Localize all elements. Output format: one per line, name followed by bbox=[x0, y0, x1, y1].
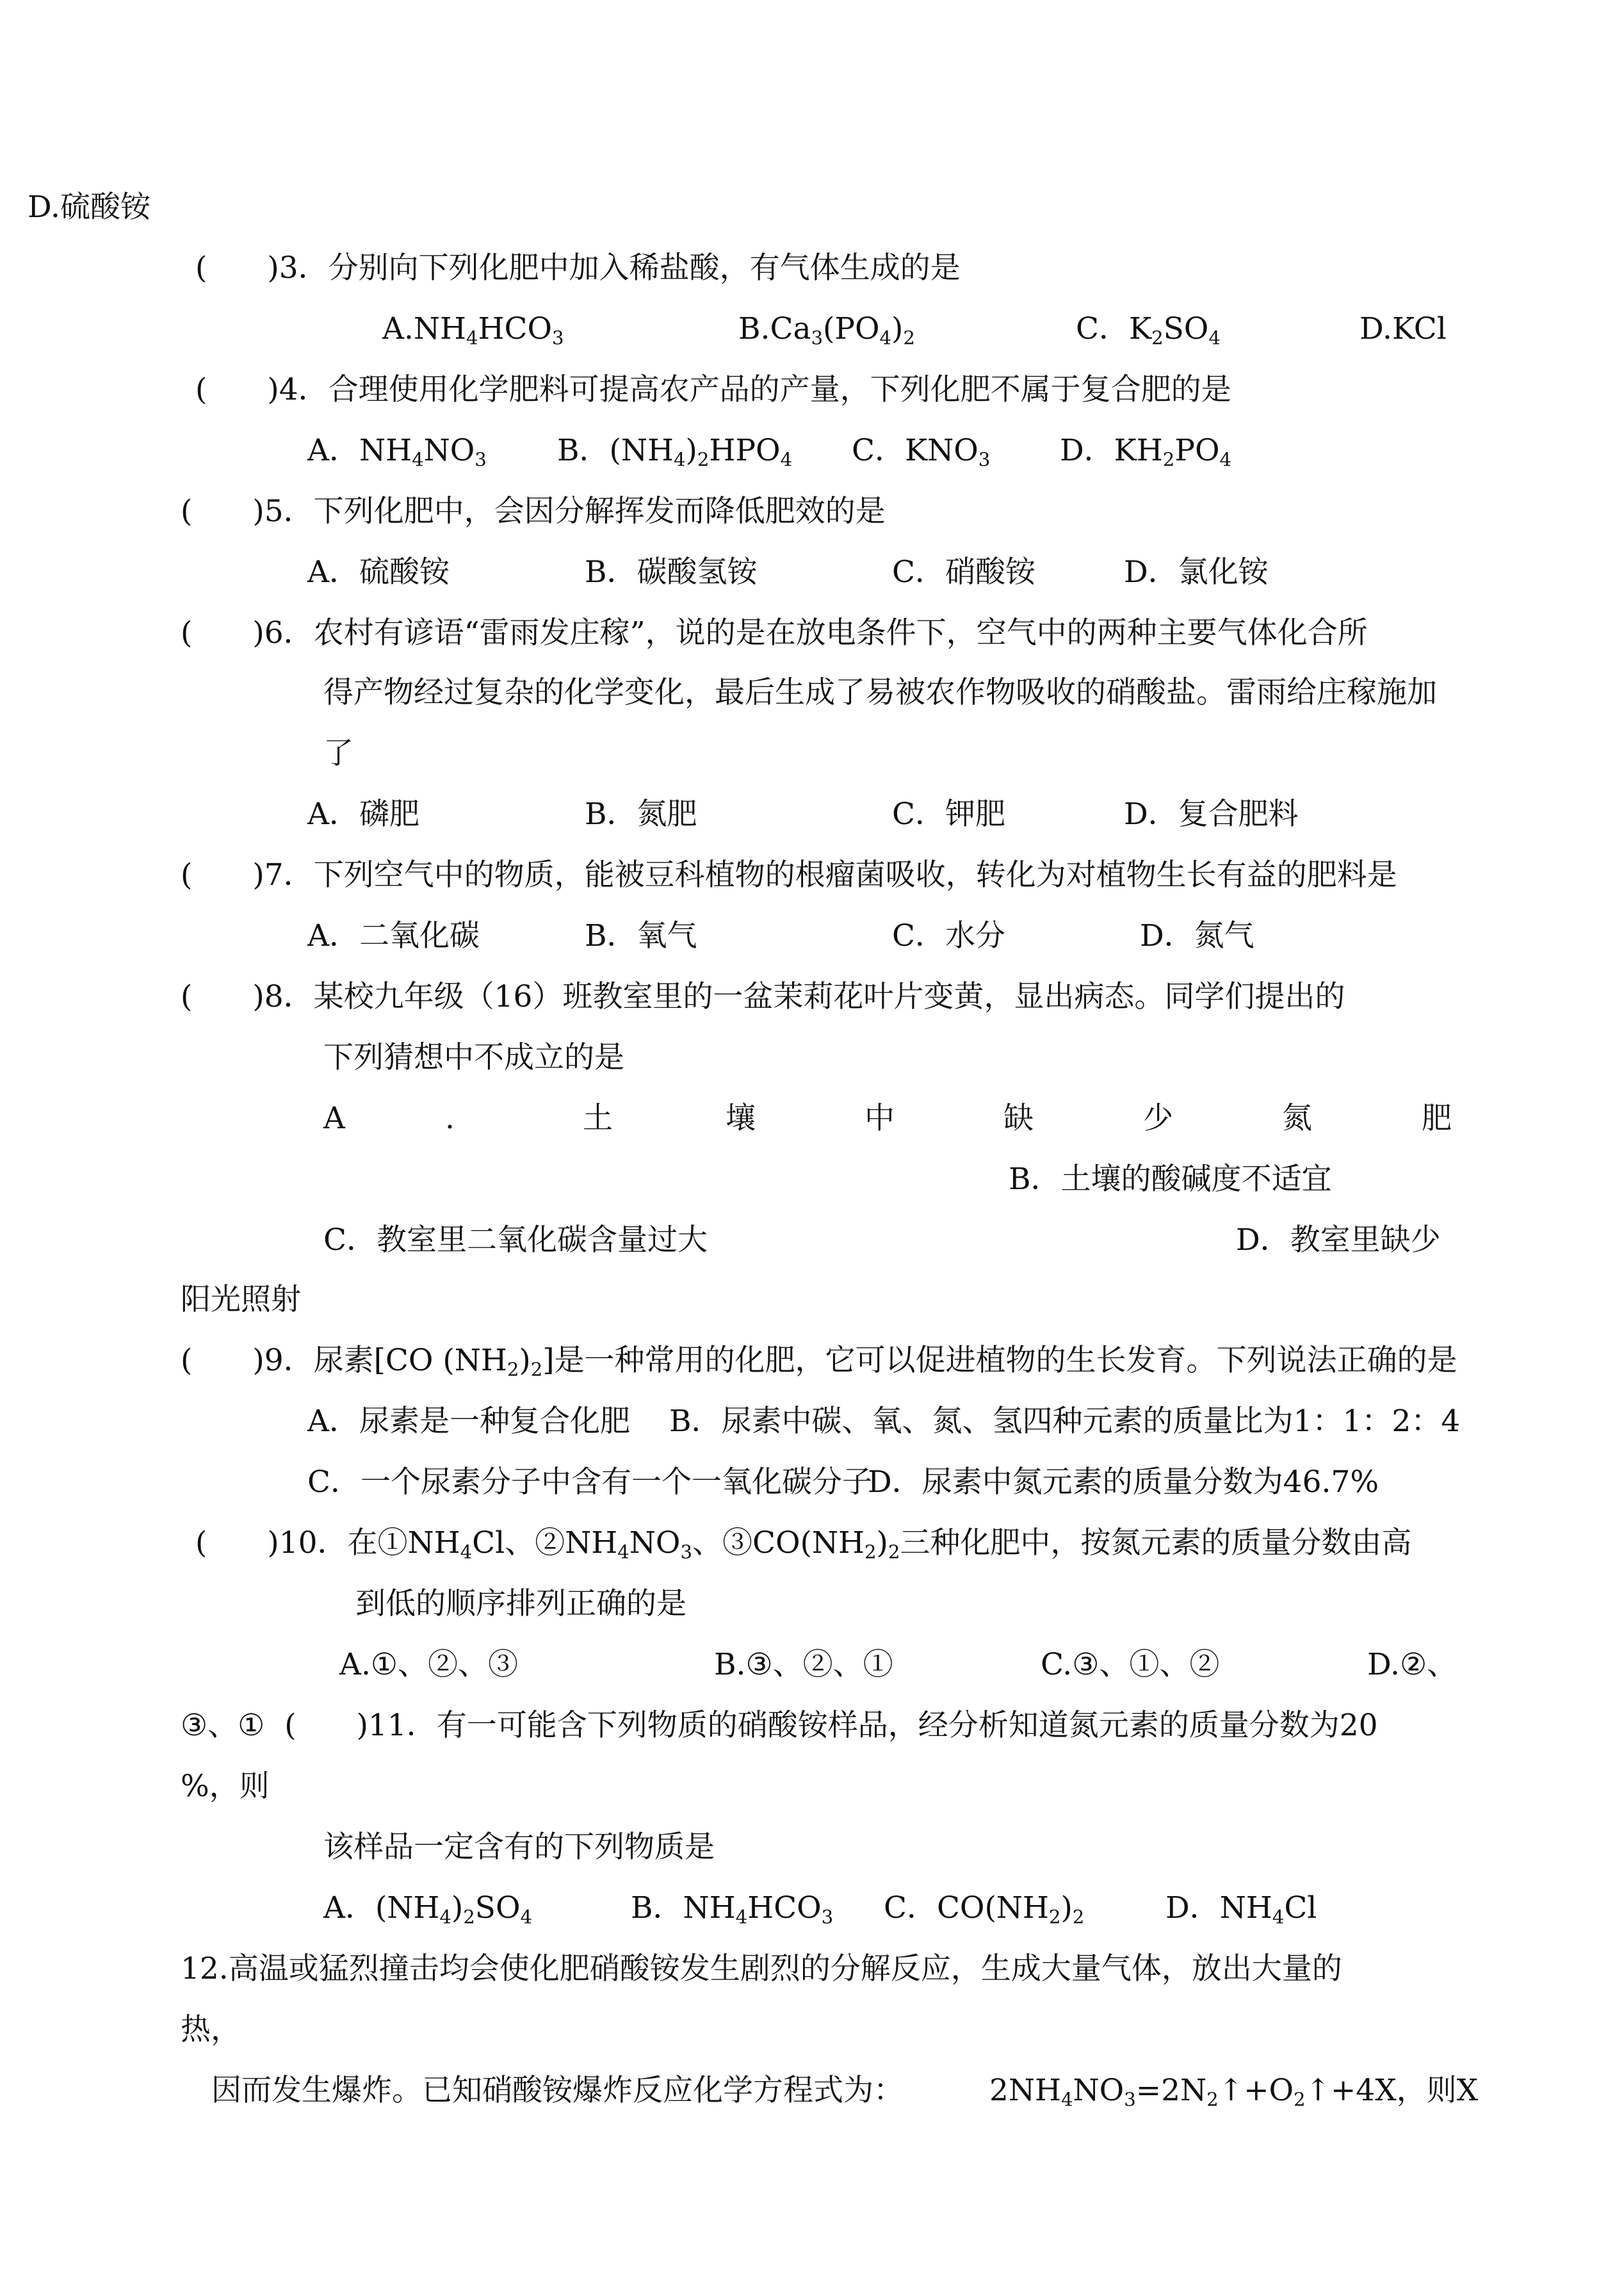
q7-option-a[interactable]: A．二氧化碳 bbox=[307, 918, 480, 953]
q6-stem bbox=[181, 615, 1368, 651]
q4-text: 4．合理使用化学肥料可提高农产品的产量，下列化肥不属于复合肥的是 bbox=[279, 372, 1231, 407]
q7-option-c[interactable]: C．水分 bbox=[892, 918, 1005, 953]
q10-option-b[interactable]: B.③、②、① bbox=[714, 1647, 893, 1682]
q5-option-b[interactable]: B．碳酸氢铵 bbox=[585, 555, 758, 590]
q5-stem bbox=[181, 494, 886, 529]
q10-text-line2: 到低的顺序排列正确的是 bbox=[355, 1586, 686, 1621]
q6-answer-blank[interactable]: ( ) bbox=[181, 615, 264, 651]
q6-option-c[interactable]: C．钾肥 bbox=[892, 797, 1005, 832]
q11-option-d[interactable]: D．$NH_4Cl$ bbox=[1165, 1890, 1317, 1928]
q7-text: 7．下列空气中的物质，能被豆科植物的根瘤菌吸收，转化为对植物生长有益的肥料是 bbox=[264, 857, 1397, 893]
q6-text-line3: 了 bbox=[323, 736, 353, 771]
q8-option-b[interactable]: B．土壤的酸碱度不适宜 bbox=[1009, 1162, 1332, 1197]
q11-option-b[interactable]: B．$NH_4HCO_3$ bbox=[631, 1890, 834, 1928]
q9-answer-blank[interactable]: ( ) bbox=[181, 1343, 264, 1378]
line-d-ammonium-sulfate: D.硫酸铵 bbox=[28, 190, 150, 225]
q11-text-line1b: %，则 bbox=[181, 1769, 270, 1804]
q8-answer-blank[interactable]: ( ) bbox=[181, 979, 264, 1014]
q7-stem bbox=[181, 857, 1397, 893]
q7-answer-blank[interactable]: ( ) bbox=[181, 857, 264, 893]
q11-option-a[interactable]: A．$(NH_4)_2SO_4$ bbox=[323, 1890, 533, 1928]
q10-answer-blank[interactable]: ( ) bbox=[195, 1525, 279, 1561]
q3-option-c[interactable]: C．$K_2SO_4$ bbox=[1076, 311, 1221, 349]
q11-text-line1: 11．有一可能含下列物质的硝酸铵样品，经分析知道氮元素的质量分数为20 bbox=[368, 1708, 1378, 1743]
q9-stem: ( )9．尿素[CO $(NH_2)_2$]是一种常用的化肥，它可以促进植物的生长发育。下列说法正确的是 bbox=[181, 1343, 1458, 1381]
q3-stem bbox=[195, 250, 961, 286]
q4-answer-blank[interactable]: ( ) bbox=[195, 372, 279, 407]
q6-text-line1: 6．农村有谚语“雷雨发庄稼”，说的是在放电条件下，空气中的两种主要气体化合所 bbox=[264, 615, 1368, 651]
q7-option-b[interactable]: B．氧气 bbox=[585, 918, 697, 953]
q8-option-d-continued: 阳光照射 bbox=[181, 1282, 301, 1317]
q5-option-d[interactable]: D．氯化铵 bbox=[1124, 555, 1269, 590]
q9-option-d[interactable]: D．尿素中氮元素的质量分数为46.7% bbox=[868, 1464, 1379, 1500]
q5-answer-blank[interactable]: ( ) bbox=[181, 494, 264, 529]
q8-option-c[interactable]: C．教室里二氧化碳含量过大 bbox=[323, 1222, 708, 1258]
q4-option-c[interactable]: C．$KNO_3$ bbox=[852, 433, 991, 471]
q4-option-a[interactable]: A．$NH_4NO_3$ bbox=[307, 433, 487, 471]
q8-text-line1: 8．某校九年级（16）班教室里的一盆茉莉花叶片变黄，显出病态。同学们提出的 bbox=[264, 979, 1345, 1014]
q6-option-d[interactable]: D．复合肥料 bbox=[1124, 797, 1299, 832]
q8-option-d[interactable]: D．教室里缺少 bbox=[1236, 1222, 1441, 1258]
q7-option-d[interactable]: D．氮气 bbox=[1140, 918, 1255, 953]
q8-stem bbox=[181, 979, 1345, 1014]
q6-option-a[interactable]: A．磷肥 bbox=[307, 797, 419, 832]
q4-option-d[interactable]: D．$KH_2PO_4$ bbox=[1060, 433, 1232, 471]
q9-option-c[interactable]: C．一个尿素分子中含有一个一氧化碳分子 bbox=[307, 1464, 872, 1500]
q9-text: ]是一种常用的化肥，它可以促进植物的生长发育。下列说法正确的是 bbox=[542, 1343, 1458, 1378]
q9-option-b[interactable]: B．尿素中碳、氧、氮、氢四种元素的质量比为1：1：2：4 bbox=[669, 1404, 1461, 1439]
q5-option-a[interactable]: A．硫酸铵 bbox=[307, 555, 450, 590]
q12-text-line2: 因而发生爆炸。已知硝酸铵爆炸反应化学方程式为： bbox=[211, 2073, 904, 2108]
q12-equation: $2NH_4NO_3=2N_2↑+O_2↑+4X$，则X bbox=[989, 2073, 1479, 2111]
q5-option-c[interactable]: C．硝酸铵 bbox=[892, 555, 1035, 590]
q3-answer-blank[interactable]: ( ) bbox=[195, 250, 279, 286]
q11-answer-blank[interactable]: ( ) bbox=[284, 1708, 368, 1743]
q11-option-c[interactable]: C．$CO(NH_2)_2$ bbox=[884, 1890, 1085, 1928]
q11-stem bbox=[181, 1708, 1378, 1743]
q11-text-line2: 该样品一定含有的下列物质是 bbox=[323, 1829, 715, 1865]
q6-text-line2: 得产物经过复杂的化学变化，最后生成了易被农作物吸收的硝酸盐。雷雨给庄稼施加 bbox=[323, 675, 1437, 710]
q3-option-d[interactable]: D.KCl bbox=[1360, 311, 1447, 346]
q3-option-b[interactable]: $B.Ca_3(PO_4)_2$ bbox=[738, 311, 915, 349]
q10-option-d[interactable]: D.②、 bbox=[1367, 1647, 1458, 1682]
q4-option-b[interactable]: B．$(NH_4)_2HPO_4$ bbox=[557, 433, 793, 471]
q3-option-a[interactable]: $A.NH_4HCO_3$ bbox=[382, 311, 564, 349]
q5-text: 5．下列化肥中，会因分解挥发而降低肥效的是 bbox=[264, 494, 886, 529]
q6-option-b[interactable]: B．氮肥 bbox=[585, 797, 697, 832]
q12-text-line1b: 热， bbox=[181, 2012, 241, 2047]
q8-text-line2: 下列猜想中不成立的是 bbox=[323, 1040, 624, 1075]
q12-text-line1: 12.高温或猛烈撞击均会使化肥硝酸铵发生剧烈的分解反应，生成大量气体，放出大量的 bbox=[181, 1951, 1342, 1986]
q10-option-c[interactable]: C.③、①、② bbox=[1041, 1647, 1220, 1682]
q3-text: 3．分别向下列化肥中加入稀盐酸，有气体生成的是 bbox=[279, 250, 961, 286]
q9-option-a[interactable]: A．尿素是一种复合化肥 bbox=[307, 1404, 630, 1439]
q10-option-a[interactable]: A.①、②、③ bbox=[339, 1647, 519, 1682]
q4-stem bbox=[195, 372, 1231, 407]
q10-option-d-continued: ③、① bbox=[181, 1708, 265, 1743]
q10-stem: ( )10．在$①NH_4Cl$、$②NH_4NO_3$、$③CO(NH_2)_2$三种化肥中，按氮元素的质量分数由高 bbox=[195, 1525, 1412, 1563]
